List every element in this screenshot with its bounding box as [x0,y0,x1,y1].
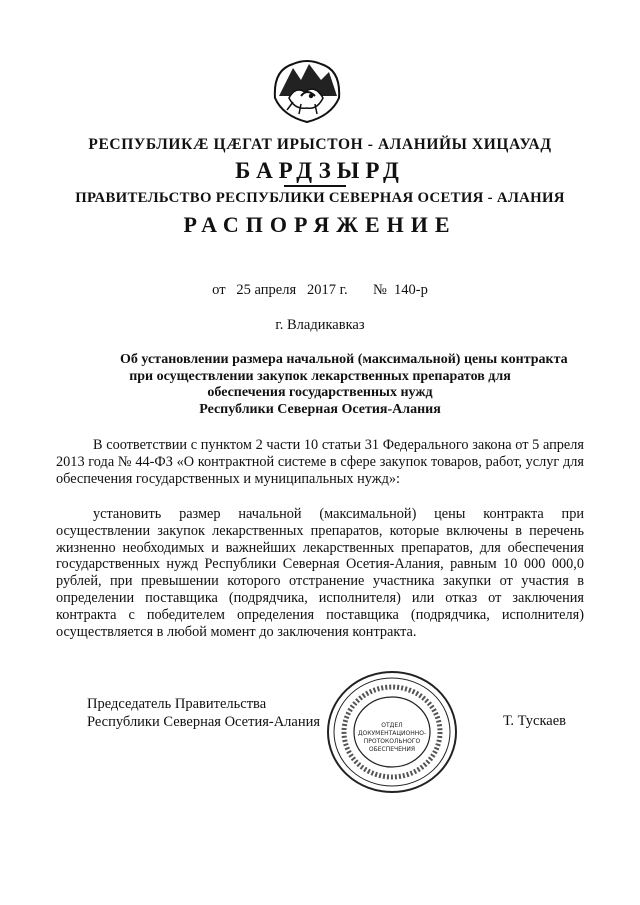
document-type: РАСПОРЯЖЕНИЕ [183,212,457,237]
body-paragraph-preamble: В соответствии с пунктом 2 части 10 статьи 31 Федерального закона от 5 апреля 2013 года № 44-ФЗ «О контрактной системе в сфере закупок товаров, работ, услуг для обеспечения государственных и муниципальных нужд»: [56,437,584,487]
document-type-ossetian: БАРДЗЫРД [235,158,405,183]
title-line: Республики Северная Осетия-Алания [199,401,441,417]
header-divider [284,185,346,187]
city: г. Владикавказ [275,317,365,333]
signatory-position-line: Председатель Правительства [87,696,267,712]
body-paragraph-decision: установить размер начальной (максимальной) цены контракта при осуществлении закупок лекарственных препаратов, которые включены в перечень жизненно необходимых и важнейших лекарственных препаратов, для обеспечения государственных нужд Республики Северная Осетия-Алания, равным 10 000 000,0 рублей, при превышении которого отстранение участника закупки от участия в определении поставщика (подрядчика, исполнителя) или отказ от заключения контракта с победителем определения поставщика (подрядчика, исполнителя) осуществляется в любой момент до заключения контракта. [56,506,584,640]
signatory-position [87,695,320,731]
stamp-center-text: ОТДЕЛ ДОКУМЕНТАЦИОННО- ПРОТОКОЛЬНОГО ОБЕСПЕЧЕНИЯ [357,722,427,753]
date-and-number: от 25 апреля 2017 г. № 140-р [212,282,428,298]
document-title [120,352,568,418]
title-line: обеспечения государственных нужд [207,385,433,400]
republic-name-ossetian: РЕСПУБЛИКÆ ЦÆГАТ ИРЫСТОН - АЛАНИЙЫ ХИЦАУАД [88,136,552,153]
title-line: при осуществлении закупок лекарственных препаратов для [129,368,511,384]
coat-of-arms-emblem [271,58,343,124]
signatory-position-line: Республики Северная Осетия-Алания [87,714,321,730]
signatory-name: Т. Тускаев [503,713,567,729]
government-name: ПРАВИТЕЛЬСТВО РЕСПУБЛИКИ СЕВЕРНАЯ ОСЕТИЯ - АЛАНИЯ [75,190,565,206]
title-line: Об установлении размера начальной (максимальной) цены контракта [120,352,568,367]
